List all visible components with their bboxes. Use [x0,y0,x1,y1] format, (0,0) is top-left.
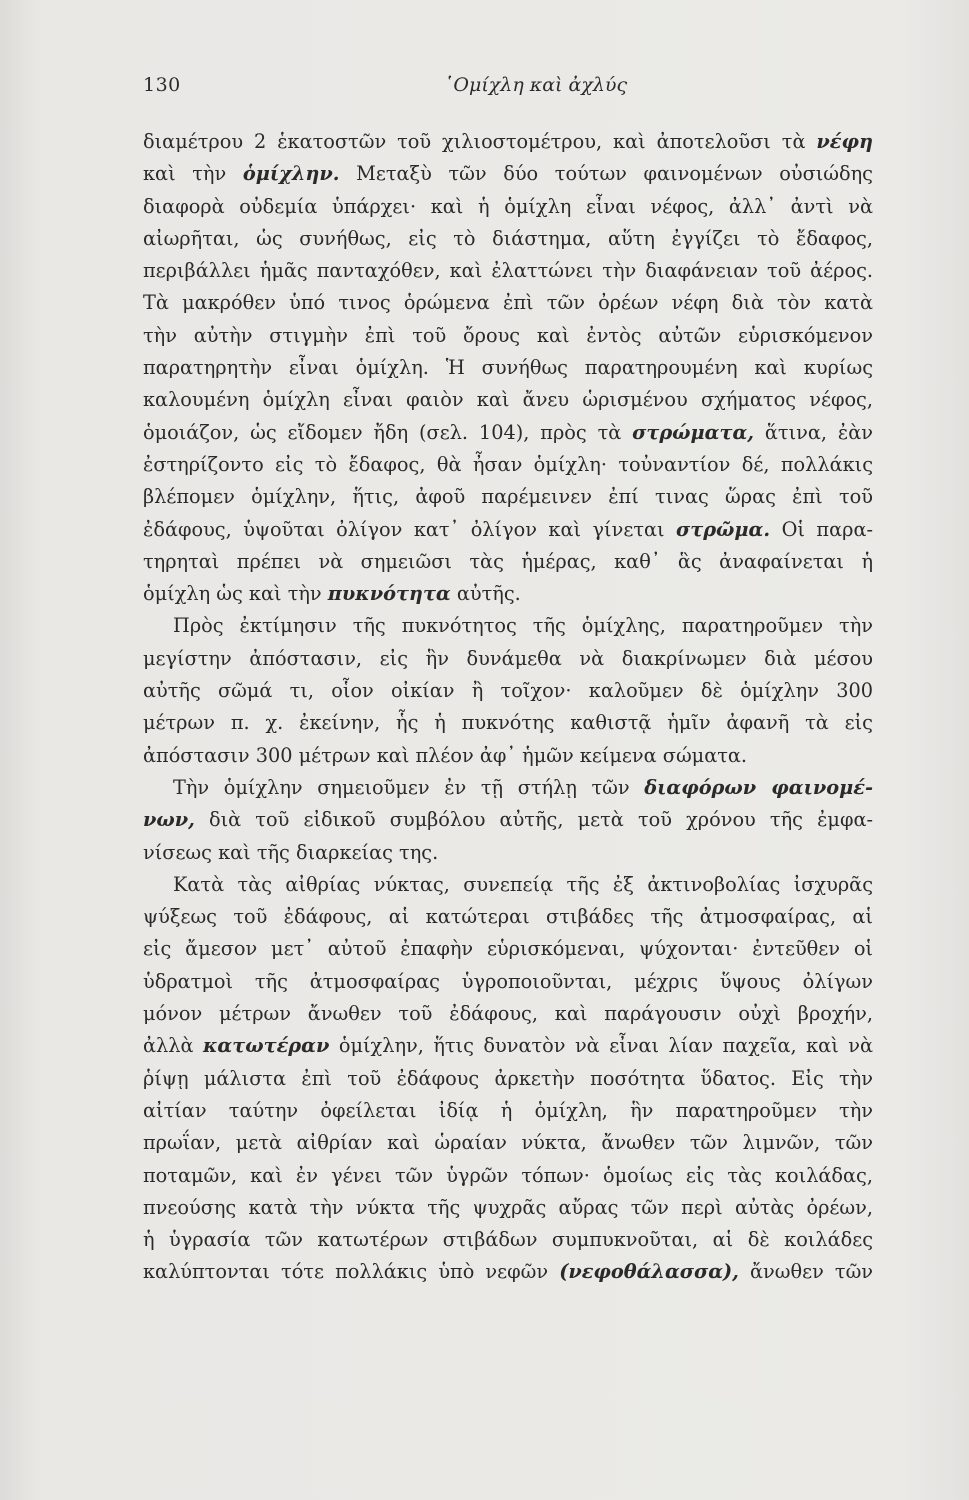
body-text [143,126,873,1289]
page-header [143,74,873,104]
text-line [143,417,873,449]
text-segment: Πρὸς ἐκτίμησιν τῆς πυκνότητος τῆς ὁμίχλης, παρατηροῦμεν τὴν [173,614,873,638]
emphasized-term: ὁμίχλην. [242,162,340,186]
text-line [143,740,873,772]
text-line [143,1256,873,1288]
text-segment: ὁμίχλη ὡς καὶ τὴν [143,582,328,606]
text-line [143,675,873,707]
text-segment: ὑδρατμοὶ τῆς ἀτμοσφαίρας ὑγροποιοῦνται, μέχρις ὕψους ὀλίγων [143,969,873,993]
text-line [143,610,873,642]
text-segment: καὶ τὴν [143,162,243,186]
text-line [143,772,873,804]
text-line [143,1160,873,1192]
page-number: 130 [143,74,181,96]
text-segment: ἅτινα, ἐὰν [754,420,873,444]
text-segment: Τὰ μακρόθεν ὑπό τινος ὁρώμενα ἐπὶ τῶν ὀρέων νέφη διὰ τὸν κατὰ [143,291,873,315]
text-segment: διαφορὰ οὐδεμία ὑπάρχει· καὶ ἡ ὁμίχλη εἶναι νέφος, ἀλλ᾽ ἀντὶ νὰ [143,194,873,218]
emphasized-term: στρῶμα. [676,517,771,541]
text-segment: Κατὰ τὰς αἰθρίας νύκτας, συνεπείᾳ τῆς ἐξ ἀκτινοβολίας ἰσχυρᾶς [173,872,873,896]
text-segment: διὰ τοῦ εἰδικοῦ συμβόλου αὐτῆς, μετὰ τοῦ χρόνου τῆς ἐμφα- [194,808,873,832]
text-line [143,804,873,836]
text-segment: καλουμένη ὁμίχλη εἶναι φαιὸν καὶ ἄνευ ὡρισμένου σχήματος νέφος, [143,388,873,412]
text-line [143,320,873,352]
text-line [143,1030,873,1062]
text-line [143,126,873,158]
text-segment: ἀλλὰ [143,1034,203,1058]
text-segment: τὴν αὐτὴν στιγμὴν ἐπὶ τοῦ ὄρους καὶ ἐντὸς αὐτῶν εὑρισκόμενον [143,323,873,347]
text-segment: ἀπόστασιν 300 μέτρων καὶ πλέον ἀφ᾽ ἡμῶν κείμενα σώματα. [143,743,748,767]
text-segment: ῥίψῃ μάλιστα ἐπὶ τοῦ ἐδάφους ἀρκετὴν ποσότητα ὕδατος. Εἰς τὴν [143,1066,873,1090]
text-line [143,1224,873,1256]
text-line [143,1192,873,1224]
text-segment: τηρηταὶ πρέπει νὰ σημειῶσι τὰς ἡμέρας, καθ᾽ ἃς ἀναφαίνεται ἡ [143,549,873,573]
emphasized-term: στρώματα, [632,420,755,444]
text-segment: ὁμοιάζον, ὡς εἴδομεν ἤδη (σελ. 104), πρὸς τὰ [143,420,633,444]
text-segment: ποταμῶν, καὶ ἐν γένει τῶν ὑγρῶν τόπων· ὁμοίως εἰς τὰς κοιλάδας, [143,1163,873,1187]
text-line [143,255,873,287]
text-line [143,578,873,610]
text-segment: μέτρων π. χ. ἐκείνην, ἧς ἡ πυκνότης καθιστᾷ ἡμῖν ἀφανῆ τὰ εἰς [143,711,873,735]
text-line [143,191,873,223]
text-segment: ἐστηρίζοντο εἰς τὸ ἔδαφος, θὰ ἦσαν ὁμίχλη· τοὐναντίον δέ, πολλάκις [143,452,873,476]
text-segment: ἄνωθεν τῶν [738,1260,874,1284]
text-segment: ὁμίχλην, ἥτις δυνατὸν νὰ εἶναι λίαν παχεῖα, καὶ νὰ [329,1034,873,1058]
emphasized-term: νέφη [816,130,873,153]
text-segment: πρωΐαν, μετὰ αἰθρίαν καὶ ὡραίαν νύκτα, ἄνωθεν τῶν λιμνῶν, τῶν [143,1131,873,1155]
emphasized-term: πυκνότητα [327,582,451,606]
emphasized-term: διαφόρων φαινομέ- [644,775,873,799]
text-line [143,998,873,1030]
text-segment: αὐτῆς. [450,582,521,606]
text-segment: καλύπτονται τότε πολλάκις ὑπὸ νεφῶν [143,1260,560,1284]
text-line [143,158,873,190]
text-segment: μόνον μέτρων ἄνωθεν τοῦ ἐδάφους, καὶ παράγουσιν οὐχὶ βροχήν, [143,1002,873,1026]
text-segment: παρατηρητὴν εἶναι ὁμίχλη. Ἡ συνήθως παρατηρουμένη καὶ κυρίως [143,356,873,380]
text-segment: ἐδάφους, ὑψοῦται ὀλίγον κατ᾽ ὀλίγον καὶ γίνεται [143,517,677,541]
text-segment: Μεταξὺ τῶν δύο τούτων φαινομένων οὐσιώδης [339,162,873,186]
text-segment: ψύξεως τοῦ ἐδάφους, αἱ κατώτεραι στιβάδες τῆς ἀτμοσφαίρας, αἱ [143,905,873,929]
text-line [143,449,873,481]
emphasized-term: (νεφοθάλασσα), [559,1260,739,1284]
running-title: ῾Ομίχλη καὶ ἀχλύς [443,74,628,96]
text-line [143,514,873,546]
text-segment: διαμέτρου 2 ἑκατοστῶν τοῦ χιλιοστομέτρου, καὶ ἀποτελοῦσι τὰ [143,130,817,153]
text-line [143,1063,873,1095]
text-line [143,933,873,965]
text-segment: ἡ ὑγρασία τῶν κατωτέρων στιβάδων συμπυκνοῦται, αἱ δὲ κοιλάδες [143,1228,873,1252]
text-segment: εἰς ἄμεσον μετ᾽ αὐτοῦ ἐπαφὴν εὑρισκόμεναι, ψύχονται· ἐντεῦθεν οἱ [143,937,873,961]
text-segment: περιβάλλει ἡμᾶς πανταχόθεν, καὶ ἐλαττώνει τὴν διαφάνειαν τοῦ ἀέρος. [143,259,873,283]
emphasized-term: νων, [143,808,195,832]
text-segment: αἰωρῆται, ὡς συνήθως, εἰς τὸ διάστημα, αὕτη ἐγγίζει τὸ ἔδαφος, [143,226,873,250]
emphasized-term: κατωτέραν [202,1034,330,1058]
text-line [143,384,873,416]
text-segment: Οἱ παρα- [770,517,873,541]
text-segment: νίσεως καὶ τῆς διαρκείας της. [143,840,439,864]
text-line [143,1127,873,1159]
text-segment: μεγίστην ἀπόστασιν, εἰς ἣν δυνάμεθα νὰ διακρίνωμεν διὰ μέσου [143,646,873,670]
text-line [143,707,873,739]
text-segment: πνεούσης κατὰ τὴν νύκτα τῆς ψυχρᾶς αὔρας τῶν περὶ αὐτὰς ὀρέων, [143,1195,873,1219]
text-line [143,869,873,901]
text-segment: Τὴν ὁμίχλην σημειοῦμεν ἐν τῇ στήλῃ τῶν [173,775,645,799]
text-segment: αἰτίαν ταύτην ὀφείλεται ἰδίᾳ ἡ ὁμίχλη, ἣν παρατηροῦμεν τὴν [143,1098,873,1122]
text-line [143,901,873,933]
text-line [143,546,873,578]
text-line [143,837,873,869]
text-line [143,966,873,998]
text-segment: βλέπομεν ὁμίχλην, ἥτις, ἀφοῦ παρέμεινεν ἐπί τινας ὥρας ἐπὶ τοῦ [143,485,873,509]
text-line [143,481,873,513]
text-line [143,1095,873,1127]
text-line [143,223,873,255]
text-line [143,352,873,384]
text-line [143,287,873,319]
text-segment: αὐτῆς σῶμά τι, οἷον οἰκίαν ἢ τοῖχον· καλοῦμεν δὲ ὁμίχλην 300 [143,679,873,703]
text-line [143,643,873,675]
